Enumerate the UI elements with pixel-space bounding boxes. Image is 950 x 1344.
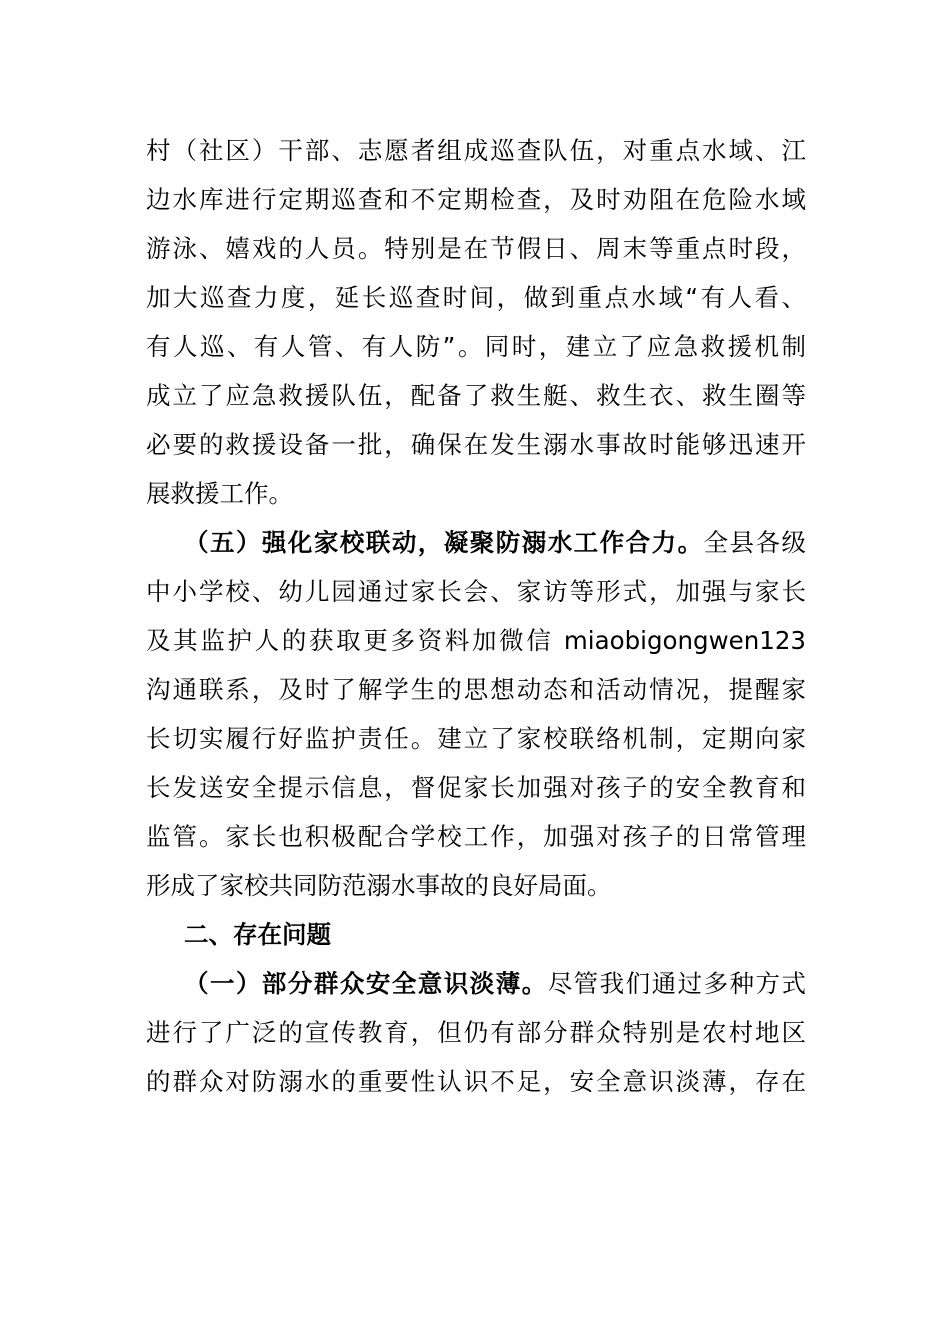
section-title: 二、存在问题	[184, 920, 331, 949]
paragraph-heading: （一）部分群众安全意识淡薄。	[184, 969, 548, 998]
text-line: 长切实履行好监护责任。建立了家校联络机制，定期向家	[146, 724, 806, 753]
paragraph-home-school	[146, 518, 806, 910]
text-line: 形成了家校共同防范溺水事故的良好局面。	[146, 871, 612, 900]
text-line: 边水库进行定期巡查和不定期检查，及时劝阻在危险水域	[146, 185, 806, 214]
paragraph-awareness	[146, 959, 806, 1106]
text-line: 加大巡查力度，延长巡查时间，做到重点水域“有人看、	[146, 283, 806, 312]
text-span: 尽管我们通过多种方式	[547, 969, 807, 998]
text-line: 沟通联系，及时了解学生的思想动态和活动情况，提醒家	[146, 675, 806, 704]
text-line: 中小学校、幼儿园通过家长会、家访等形式，加强与家长	[146, 577, 806, 606]
text-line	[146, 616, 806, 665]
text-line: 有人巡、有人管、有人防”。同时，建立了应急救援机制	[146, 332, 806, 361]
text-line	[146, 518, 806, 567]
watermark-text: 获取更多资料加微信 miaobigongwen123	[309, 626, 806, 655]
text-line: 的群众对防溺水的重要性认识不足，安全意识淡薄，存在	[146, 1067, 806, 1096]
text-span: 全县各级	[703, 528, 807, 557]
text-line: 展救援工作。	[146, 479, 293, 508]
text-line: 必要的救援设备一批，确保在发生溺水事故时能够迅速开	[146, 430, 806, 459]
paragraph-patrol	[146, 126, 806, 518]
text-line: 进行了广泛的宣传教育，但仍有部分群众特别是农村地区	[146, 1018, 806, 1047]
text-line: 长发送安全提示信息，督促家长加强对孩子的安全教育和	[146, 773, 806, 802]
document-page	[146, 126, 806, 1106]
text-line: 村（社区）干部、志愿者组成巡查队伍，对重点水域、江	[146, 136, 806, 165]
text-line	[146, 959, 806, 1008]
paragraph-heading: （五）强化家校联动，凝聚防溺水工作合力。	[184, 528, 704, 557]
text-line: 游泳、嬉戏的人员。特别是在节假日、周末等重点时段，	[146, 234, 806, 263]
text-line: 监管。家长也积极配合学校工作，加强对孩子的日常管理	[146, 822, 806, 851]
text-line: 成立了应急救援队伍，配备了救生艇、救生衣、救生圈等	[146, 381, 806, 410]
text-span: 及其监护人的	[146, 626, 309, 655]
